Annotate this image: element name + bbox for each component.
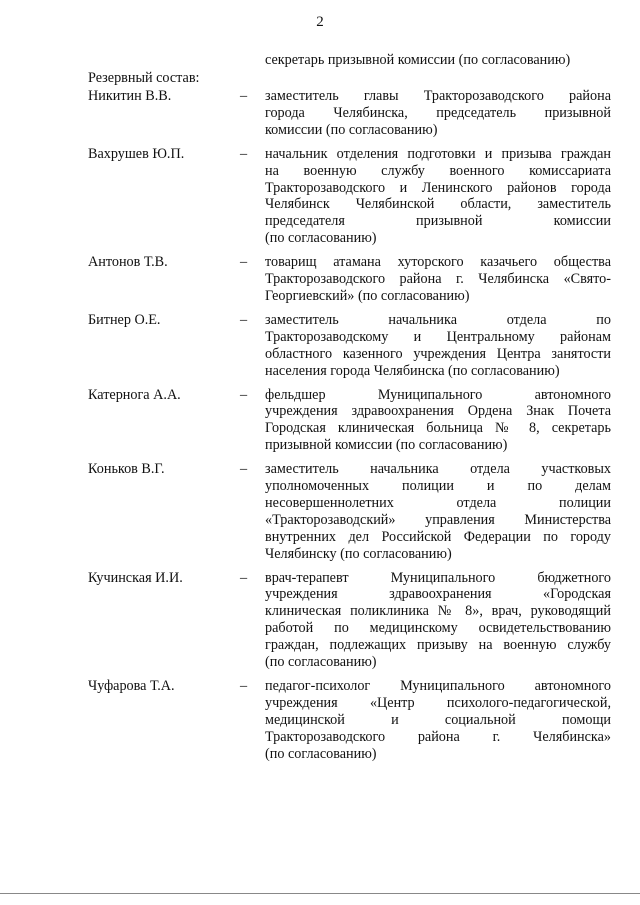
member-role bbox=[265, 461, 611, 562]
role-line: (по согласованию) bbox=[265, 654, 377, 671]
role-line: комиссии (по согласованию) bbox=[265, 121, 438, 138]
role-line: учреждения «Центр психолого-педагогической, bbox=[265, 694, 611, 711]
member-role bbox=[265, 570, 611, 671]
member-name: Коньков В.Г. bbox=[88, 461, 165, 478]
member-entry bbox=[0, 678, 640, 763]
member-role bbox=[265, 88, 611, 139]
dash-separator: – bbox=[240, 254, 248, 271]
dash-separator: – bbox=[240, 386, 248, 403]
member-role bbox=[265, 254, 611, 305]
role-line: клиническая поликлиника № 8», врач, руководящий bbox=[265, 603, 611, 620]
role-line: внутренних дел Российской Федерации по городу bbox=[265, 528, 611, 545]
role-line: граждан, подлежащих призыву на военную службу bbox=[265, 637, 611, 654]
member-name: Кучинская И.И. bbox=[88, 569, 183, 586]
member-list bbox=[0, 88, 640, 763]
role-line: работой по медицинскому освидетельствованию bbox=[265, 620, 611, 637]
role-line: «Тракторозаводский» управления Министерства bbox=[265, 511, 611, 528]
member-entry bbox=[0, 146, 640, 247]
role-line: медицинской и социальной помощи bbox=[265, 711, 611, 728]
member-role bbox=[265, 678, 611, 763]
role-line: Тракторозаводского района г. Челябинска» bbox=[265, 728, 611, 745]
role-line: заместитель начальника отдела участковых bbox=[265, 461, 611, 478]
role-line: на военную службу военного комиссариата bbox=[265, 162, 611, 179]
page-number: 2 bbox=[316, 14, 324, 30]
role-line: фельдшер Муниципального автономного bbox=[265, 386, 611, 403]
member-role bbox=[265, 312, 611, 380]
member-entry bbox=[0, 461, 640, 562]
role-line: учреждения здравоохранения Ордена Знак Почета bbox=[265, 403, 611, 420]
role-line: областного казенного учреждения Центра занятости bbox=[265, 345, 611, 362]
role-line: несовершеннолетних отдела полиции bbox=[265, 494, 611, 511]
role-line: Челябинск Челябинской области, заместитель bbox=[265, 196, 611, 213]
role-line: призывной комиссии (по согласованию) bbox=[265, 437, 508, 454]
role-line: (по согласованию) bbox=[265, 745, 377, 762]
reserve-heading: Резервный состав: bbox=[88, 70, 200, 86]
dash-separator: – bbox=[240, 569, 248, 586]
role-line: Тракторозаводского и Ленинского районов города bbox=[265, 179, 611, 196]
role-line: заместитель главы Тракторозаводского района bbox=[265, 88, 611, 104]
role-line: начальник отделения подготовки и призыва граждан bbox=[265, 145, 611, 162]
dash-separator: – bbox=[240, 461, 248, 478]
member-entry bbox=[0, 88, 640, 139]
member-entry bbox=[0, 254, 640, 305]
role-line: учреждения здравоохранения «Городская bbox=[265, 586, 611, 603]
member-name: Битнер О.Е. bbox=[88, 311, 161, 328]
role-line: города Челябинска, председатель призывной bbox=[265, 104, 611, 121]
member-name: Вахрушев Ю.П. bbox=[88, 145, 185, 162]
role-line: Челябинску (по согласованию) bbox=[265, 545, 452, 562]
member-role bbox=[265, 387, 611, 455]
member-entry bbox=[0, 312, 640, 380]
member-entry bbox=[0, 570, 640, 671]
footer-rule bbox=[0, 893, 640, 894]
role-line: товарищ атамана хуторского казачьего общества bbox=[265, 254, 611, 271]
intro-line: секретарь призывной комиссии (по согласованию) bbox=[265, 52, 571, 68]
role-line: врач-терапевт Муниципального бюджетного bbox=[265, 569, 611, 586]
member-name: Чуфарова Т.А. bbox=[88, 678, 175, 694]
member-name: Катернога А.А. bbox=[88, 386, 181, 403]
member-name: Антонов Т.В. bbox=[88, 254, 168, 271]
role-line: (по согласованию) bbox=[265, 230, 377, 247]
role-line: заместитель начальника отдела по bbox=[265, 311, 611, 328]
member-role bbox=[265, 146, 611, 247]
dash-separator: – bbox=[240, 678, 248, 694]
role-line: Тракторозаводскому и Центральному районам bbox=[265, 328, 611, 345]
dash-separator: – bbox=[240, 88, 248, 104]
role-line: Георгиевский» (по согласованию) bbox=[265, 287, 470, 304]
role-line: Тракторозаводского района г. Челябинска «Свято- bbox=[265, 271, 611, 288]
dash-separator: – bbox=[240, 311, 248, 328]
role-line: председателя призывной комиссии bbox=[265, 213, 611, 230]
role-line: педагог-психолог Муниципального автономного bbox=[265, 678, 611, 694]
role-line: уполномоченных полиции и по делам bbox=[265, 478, 611, 495]
member-entry bbox=[0, 387, 640, 455]
role-line: населения города Челябинска (по согласованию) bbox=[265, 362, 560, 379]
member-name: Никитин В.В. bbox=[88, 88, 172, 104]
role-line: Городская клиническая больница № 8, секретарь bbox=[265, 420, 611, 437]
dash-separator: – bbox=[240, 145, 248, 162]
